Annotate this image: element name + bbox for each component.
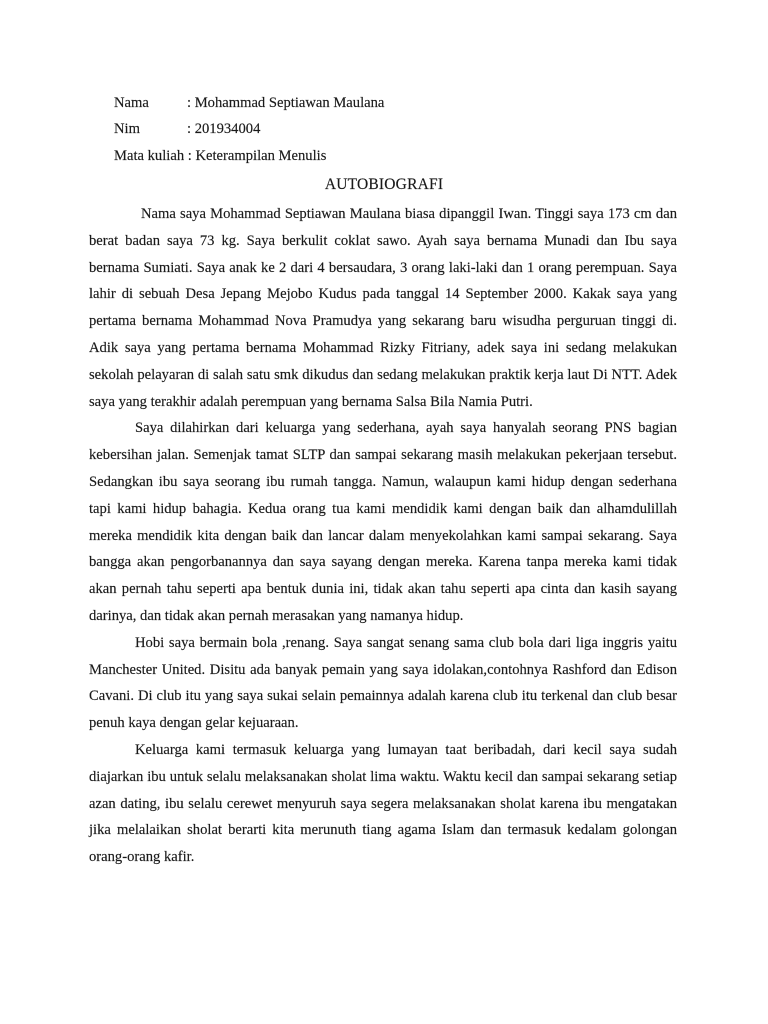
nim-value: : 201934004: [187, 121, 261, 138]
course-row: [114, 143, 674, 169]
identity-header: [114, 90, 674, 169]
nim-label: Nim: [114, 121, 140, 138]
course-label: Mata kuliah: [114, 147, 185, 164]
document-body: [89, 201, 677, 871]
document-title: AUTOBIOGRAFI: [324, 176, 444, 193]
paragraph-3: Hobi saya bermain bola ,renang. Saya sangat senang sama club bola dari liga inggris yaitu Manchester United. Disitu ada banyak pemain yang saya idolakan,contohnya Rashford dan Edison Cavani. Di club itu yang saya sukai selain pemainnya adalah karena club itu terkenal dan club besar penuh kaya dengan gelar kejuaraan.: [89, 634, 677, 732]
paragraph-2: Saya dilahirkan dari keluarga yang sederhana, ayah saya hanyalah seorang PNS bagian kebersihan jalan. Semenjak tamat SLTP dan sampai sekarang masih melakukan pekerjaan tersebut. Sedangkan ibu saya seorang ibu rumah tangga. Namun, walaupun kami hidup dengan sederhana tapi kami hidup bahagia. Kedua orang tua kami mendidik kami dengan baik dan alhamdulillah mereka mendidik kita dengan baik dan lancar dalam menyekolahkan kami sampai sekarang. Saya bangga akan pengorbanannya dan saya sayang dengan mereka. Karena tanpa mereka kami tidak akan pernah tahu seperti apa bentuk dunia ini, tidak akan tahu seperti apa cinta dan kasih sayang darinya, dan tidak akan pernah merasakan yang namanya hidup.: [89, 420, 677, 624]
name-value: : Mohammad Septiawan Maulana: [187, 95, 385, 111]
nim-row: [114, 116, 674, 142]
name-row: [114, 90, 674, 116]
course-value: : Keterampilan Menulis: [187, 147, 327, 164]
name-label: Nama: [114, 95, 149, 111]
paragraph-4: Keluarga kami termasuk keluarga yang lumayan taat beribadah, dari kecil saya sudah diajarkan ibu untuk selalu melaksanakan sholat lima waktu. Waktu kecil dan sampai sekarang setiap azan dating, ibu selalu cerewet menyuruh saya segera melaksanakan sholat karena ibu mengatakan jika melalaikan sholat berarti kita merunuth tiang agama Islam dan termasuk kedalam golongan orang-orang kafir.: [89, 741, 677, 866]
paragraph-1: Nama saya Mohammad Septiawan Maulana biasa dipanggil Iwan. Tinggi saya 173 cm dan berat badan saya 73 kg. Saya berkulit coklat sawo. Ayah saya bernama Munadi dan Ibu saya bernama Sumiati. Saya anak ke 2 dari 4 bersaudara, 3 orang laki-laki dan 1 orang perempuan. Saya lahir di sebuah Desa Jepang Mejobo Kudus pada tanggal 14 September 2000. Kakak saya yang pertama bernama Mohammad Nova Pramudya yang sekarang baru wisudha perguruan tinggi di. Adik saya yang pertama bernama Mohammad Rizky Fitriany, adek saya ini sedang melakukan sekolah pelayaran di salah satu smk dikudus dan sedang melakukan praktik kerja laut Di NTT. Adek saya yang terakhir adalah perempuan yang bernama Salsa Bila Namia Putri.: [89, 206, 677, 410]
